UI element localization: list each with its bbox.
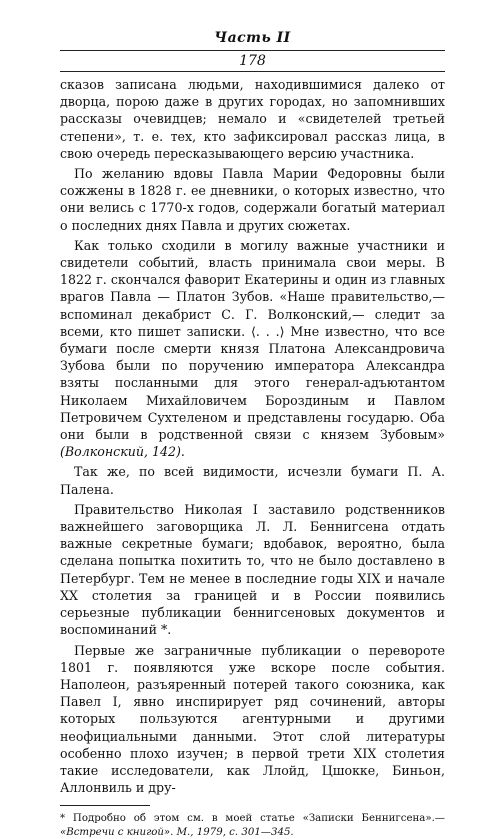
footnote	[60, 812, 445, 839]
paragraph-bennigsen: Правительство Николая I заставило родственников важнейшего заговорщика Л. Л. Беннигсена отдать важные секретные бумаги; вдобавок, вероятно, была сделана попытка похитить то, что не было доставлено в Петербург. Тем не менее в последние годы XIX и начале XX столетия за границей и в России появились серьезные публикации беннигсеновых документов и воспоминаний *.	[60, 501, 445, 638]
paragraph-continuation: сказов записана людьми, находившимися далеко от дворца, порою даже в других городах, но запомнивших рассказы очевидцев; немало и «свидетелей третьей степени», т. е. тех, кто зафиксировал рассказ лица, в свою очередь пересказывающего версию участника.	[60, 77, 445, 161]
body-text	[60, 76, 445, 796]
paragraph-zubov-text: Как только сходили в могилу важные участники и свидетели событий, власть принимала свои меры. В 1822 г. скончался фаворит Екатерины и один из главных врагов Павла — Платон Зубов. «Наше правительство,— вспоминал декабрист С. Г. Волконский,— следит за всеми, кто пишет записки. ⟨. . .⟩ Мне известно, что все бумаги после смерти князя Платона Александровича Зубова были по поручению императора Александра взяты посланными для этого генерал-адъютантом Николаем Михайловичем Бороздиным и Павлом Петровичем Сухтеленом и представлены государю. Оба они были в родственной связи с князем Зубовым»	[60, 237, 445, 443]
book-page	[60, 30, 445, 839]
page-number: 178	[60, 51, 445, 72]
paragraph-foreign-publications: Первые же заграничные публикации о перевороте 1801 г. появляются уже вскоре после события. Наполеон, разъяренный потерей такого союзника, как Павел I, явно инспирирует ряд сочинений, авторы которых пользуются агентурными и другими неофициальными данными. Этот слой литературы особенно плохо изучен; в первой трети XIX столетия такие исследователи, как Ллойд, Цшокке, Биньон, Аллонвиль и дру-	[60, 642, 445, 796]
footnote-source: «Встречи с книгой». М., 1979, с. 301—345.	[60, 826, 294, 838]
footnote-rule	[60, 805, 150, 806]
citation: (Волконский, 142).	[60, 444, 185, 460]
paragraph-zubov	[60, 237, 445, 461]
footnote-text: * Подробно об этом см. в моей статье «Записки Беннигсена».—	[60, 813, 445, 825]
running-title: Часть II	[60, 30, 445, 51]
paragraph-maria-fedorovna: По желанию вдовы Павла Марии Федоровны были сожжены в 1828 г. ее дневники, о которых известно, что они велись с 1770-х годов, содержали богатый материал о последних днях Павла и других сюжетах.	[60, 166, 445, 233]
paragraph-palen: Так же, по всей видимости, исчезли бумаги П. А. Палена.	[60, 464, 445, 497]
